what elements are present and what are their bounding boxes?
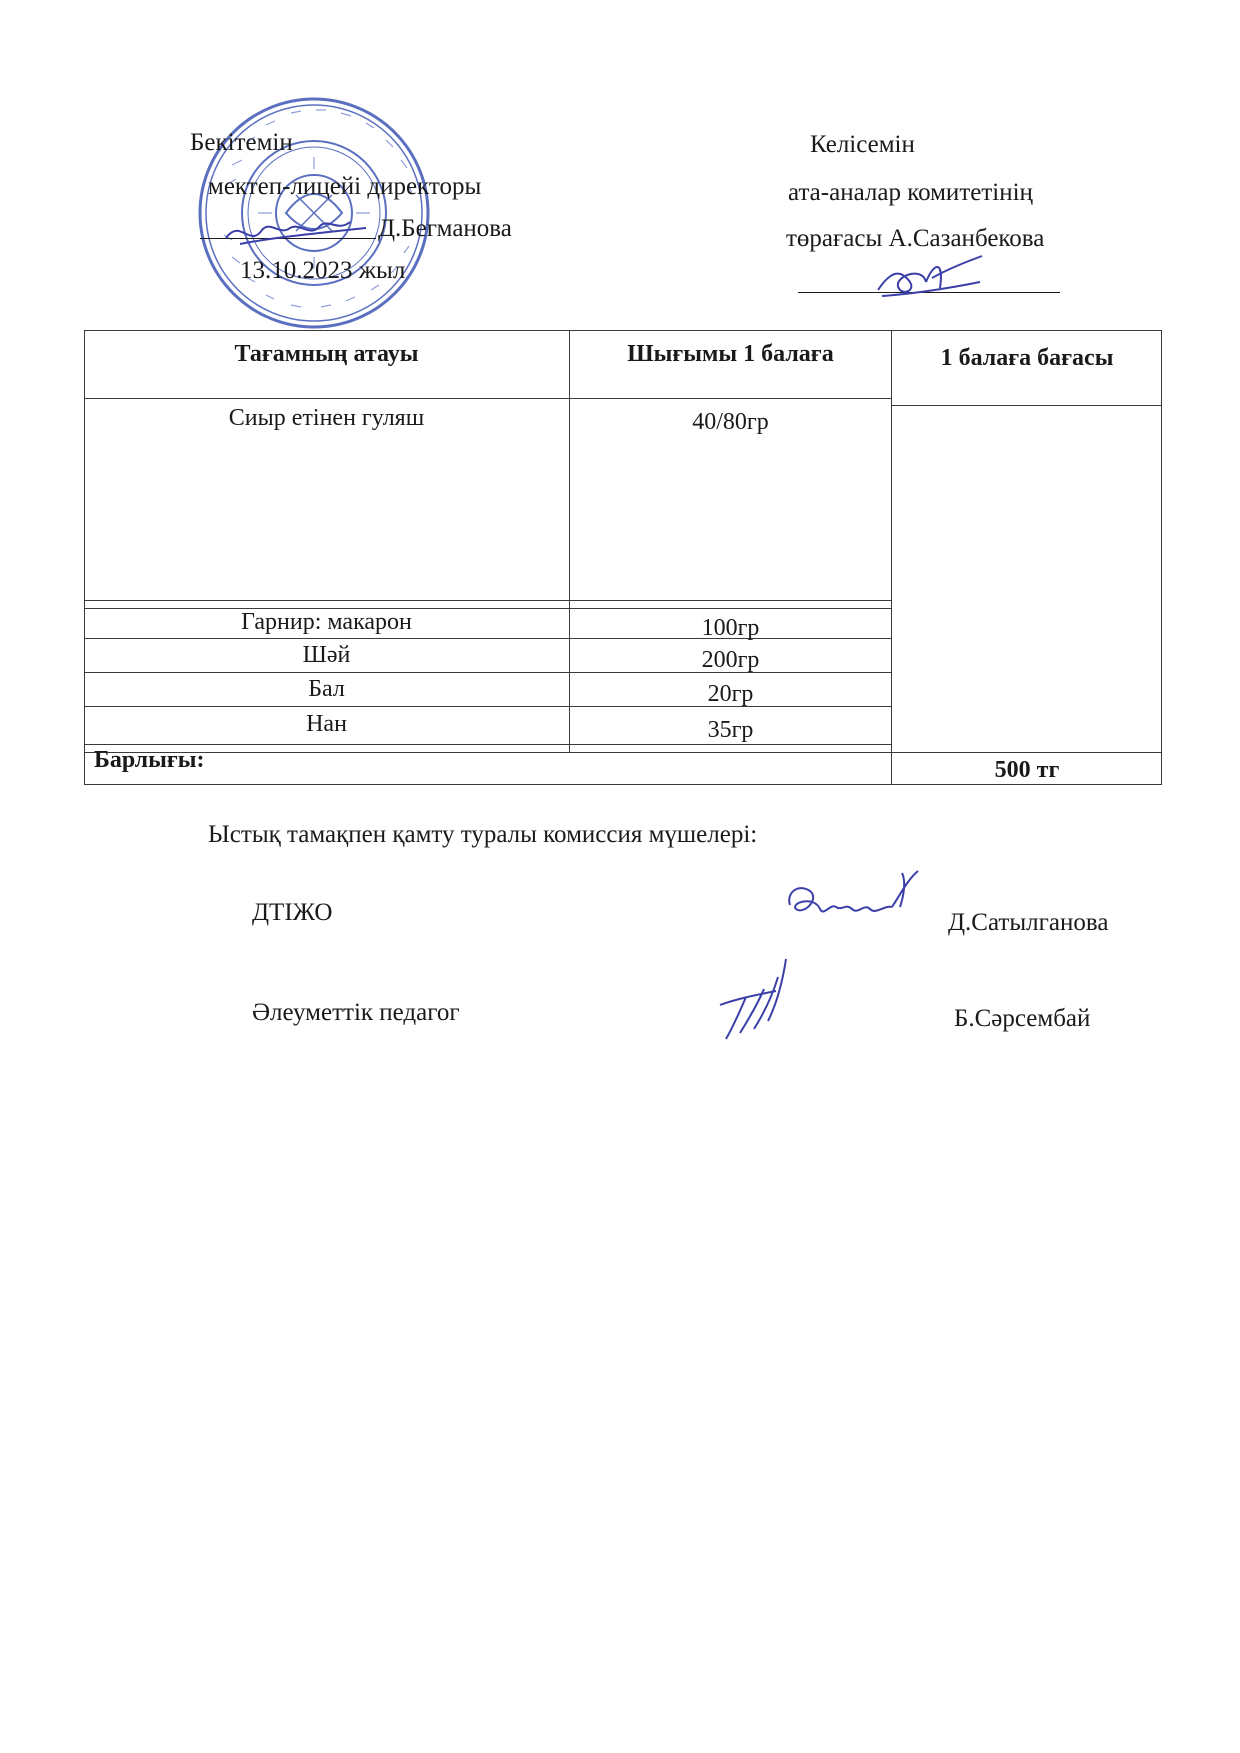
table-row-line — [84, 744, 892, 745]
table-cell-name: Сиыр етінен гуляш — [228, 405, 425, 431]
table-header-yield: Шығымы 1 балаға — [627, 341, 834, 367]
commission-title: Ыстық тамақпен қамту туралы комиссия мүшелері: — [208, 821, 758, 848]
commission-member-role: ДТІЖО — [252, 899, 333, 926]
director-signature — [220, 208, 370, 253]
table-border-right — [1161, 330, 1162, 785]
table-cell-yield: 200гр — [701, 647, 760, 673]
table-total-value: 500 тг — [994, 757, 1060, 783]
table-cell-name: Шәй — [302, 642, 351, 668]
table-cell-name: Нан — [306, 711, 347, 737]
table-cell-yield: 20гр — [707, 681, 754, 707]
table-header-line-right — [891, 405, 1162, 406]
menu-table — [84, 330, 1162, 785]
table-cell-name: Бал — [308, 676, 345, 702]
member-signature — [780, 865, 930, 935]
director-title: мектеп-лицейі директоры — [208, 173, 482, 200]
table-header-price: 1 балаға бағасы — [940, 345, 1114, 371]
agree-label: Келісемін — [810, 131, 915, 158]
approve-label: Бекітемін — [190, 129, 293, 156]
table-border-top — [84, 330, 1162, 331]
approval-date: 13.10.2023 жыл — [240, 257, 406, 284]
table-border-bottom — [84, 784, 1162, 785]
table-total-line — [84, 752, 1162, 753]
member-signature — [706, 955, 796, 1045]
committee-chair-signature — [870, 252, 990, 302]
table-header-line — [84, 398, 892, 399]
table-header-name: Тағамның атауы — [234, 341, 419, 367]
director-name: Д.Бегманова — [378, 215, 512, 242]
table-cell-yield: 100гр — [701, 615, 760, 641]
committee-title: ата-аналар комитетінің — [788, 179, 1033, 206]
commission-member-name: Б.Сәрсембай — [954, 1005, 1091, 1032]
commission-member-name: Д.Сатылганова — [948, 909, 1109, 936]
table-total-label: Барлығы: — [94, 747, 205, 773]
table-cell-yield: 40/80гр — [692, 409, 769, 435]
committee-chair: төрағасы А.Сазанбекова — [786, 225, 1045, 252]
commission-member-role: Әлеуметтік педагог — [252, 999, 460, 1026]
table-cell-name: Гарнир: макарон — [241, 609, 412, 635]
table-row-line — [84, 600, 892, 601]
table-cell-yield: 35гр — [707, 717, 754, 743]
